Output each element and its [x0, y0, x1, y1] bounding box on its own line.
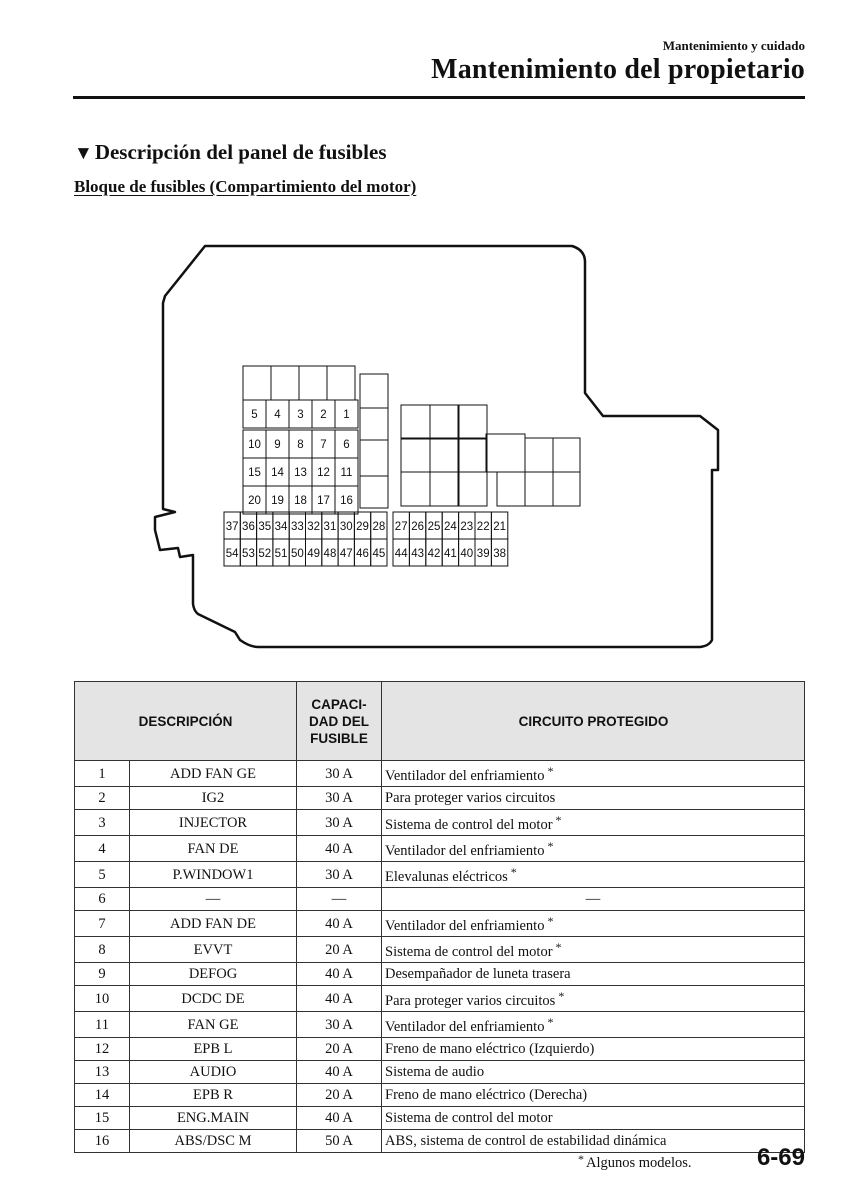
asterisk-mark: * — [547, 764, 554, 778]
table-row — [75, 1130, 805, 1153]
relay-slot — [401, 405, 430, 439]
table-row — [75, 862, 805, 888]
protected-circuit-text: Sistema de control del motor — [385, 1110, 553, 1126]
fuse-capacity: 30 A — [297, 761, 382, 787]
fuse-capacity: 40 A — [297, 1061, 382, 1084]
table-row — [75, 888, 805, 911]
fuse-number-label: 42 — [427, 548, 441, 560]
protected-circuit — [382, 761, 805, 787]
fuse-number-label: 9 — [274, 439, 281, 451]
fuse-description: FAN DE — [130, 836, 297, 862]
relay-slot — [271, 366, 299, 400]
asterisk-mark: * — [555, 940, 562, 954]
fuse-number-label: 30 — [339, 521, 353, 533]
fuse-number-label: 6 — [343, 439, 350, 451]
protected-circuit — [382, 1084, 805, 1107]
relay-slot — [458, 405, 487, 439]
fuse-number-label: 14 — [271, 467, 284, 479]
protected-circuit — [382, 888, 805, 911]
fuse-capacity: 50 A — [297, 1130, 382, 1153]
fuse-number: 4 — [75, 836, 130, 862]
protected-circuit-text: Freno de mano eléctrico (Derecha) — [385, 1087, 588, 1103]
fuse-number-label: 17 — [317, 495, 330, 507]
fuse-description: EVVT — [130, 937, 297, 963]
relay-slot — [430, 472, 459, 506]
fuse-slot-tall — [360, 476, 388, 508]
fuse-number-label: 44 — [394, 548, 408, 560]
table-row — [75, 911, 805, 937]
protected-circuit-text: Sistema de control del motor — [385, 944, 553, 960]
fuse-number-label: 21 — [493, 521, 506, 533]
table-row — [75, 1012, 805, 1038]
protected-circuit — [382, 1130, 805, 1153]
fuse-number-label: 10 — [248, 439, 261, 451]
fuse-number-label: 8 — [297, 439, 304, 451]
header-capacity — [297, 682, 382, 761]
triangle-marker-icon: ▼ — [74, 143, 93, 164]
protected-circuit-text: Ventilador del enfriamiento — [385, 768, 545, 784]
header-circuit: CIRCUITO PROTEGIDO — [382, 682, 805, 761]
relay-slot — [401, 472, 430, 506]
fuse-block-outline — [155, 246, 718, 647]
fuse-number-label: 46 — [356, 548, 369, 560]
protected-circuit-text: — — [585, 891, 601, 907]
fuse-capacity: 30 A — [297, 810, 382, 836]
fuse-number-label: 39 — [476, 548, 490, 560]
relay-slot — [430, 438, 459, 472]
fuse-number-label: 20 — [248, 495, 261, 507]
fuse-number-label: 36 — [242, 521, 255, 533]
protected-circuit-text: ABS, sistema de control de estabilidad dinámica — [385, 1133, 667, 1149]
fuse-number-label: 23 — [460, 521, 474, 533]
fuse-description: ADD FAN GE — [130, 761, 297, 787]
protected-circuit-text: Sistema de audio — [385, 1064, 485, 1080]
fuse-description: ABS/DSC M — [130, 1130, 297, 1153]
fuse-number-label: 27 — [394, 521, 408, 533]
fuse-number-label: 13 — [294, 467, 307, 479]
fuse-number-label: 49 — [307, 548, 321, 560]
relay-slot — [458, 438, 487, 472]
relay-slot — [497, 472, 525, 506]
relay-slot — [553, 472, 580, 506]
relay-slot — [299, 366, 327, 400]
fuse-capacity: 40 A — [297, 963, 382, 986]
protected-circuit — [382, 1061, 805, 1084]
fuse-number-label: 12 — [317, 467, 330, 479]
table-row — [75, 810, 805, 836]
protected-circuit — [382, 787, 805, 810]
header-description: DESCRIPCIÓN — [75, 682, 297, 761]
table-row — [75, 963, 805, 986]
footnote-text: Algunos modelos. — [586, 1155, 692, 1171]
fuse-number: 6 — [75, 888, 130, 911]
fuse-number: 15 — [75, 1107, 130, 1130]
fuse-number-label: 28 — [372, 521, 386, 533]
fuse-number-label: 43 — [411, 548, 424, 560]
fuse-number-label: 31 — [323, 521, 337, 533]
protected-circuit — [382, 810, 805, 836]
table-row — [75, 1061, 805, 1084]
protected-circuit — [382, 1012, 805, 1038]
footnote — [578, 1152, 692, 1172]
fuse-capacity: 30 A — [297, 787, 382, 810]
fuse-number-label: 4 — [274, 409, 281, 421]
table-row — [75, 937, 805, 963]
fuse-number: 13 — [75, 1061, 130, 1084]
fuse-number-label: 33 — [290, 521, 304, 533]
table-row — [75, 787, 805, 810]
protected-circuit — [382, 937, 805, 963]
fuse-number-label: 34 — [274, 521, 288, 533]
asterisk-mark: * — [547, 839, 554, 853]
protected-circuit-text: Sistema de control del motor — [385, 817, 553, 833]
fuse-number: 16 — [75, 1130, 130, 1153]
fuse-number: 5 — [75, 862, 130, 888]
relay-slot — [553, 438, 580, 472]
fuse-number-label: 45 — [372, 548, 386, 560]
protected-circuit-text: Ventilador del enfriamiento — [385, 843, 545, 859]
protected-circuit-text: Elevalunas eléctricos — [385, 869, 508, 885]
fuse-description: IG2 — [130, 787, 297, 810]
protected-circuit-text: Ventilador del enfriamiento — [385, 1019, 545, 1035]
relay-slot — [525, 472, 553, 506]
table-row — [75, 986, 805, 1012]
fuse-description: DCDC DE — [130, 986, 297, 1012]
fuse-number-label: 50 — [290, 548, 304, 560]
section-title-text: Descripción del panel de fusibles — [94, 140, 387, 164]
table-row — [75, 1084, 805, 1107]
fuse-description: ADD FAN DE — [130, 911, 297, 937]
table-row — [75, 1038, 805, 1061]
fuse-number-label: 24 — [444, 521, 457, 533]
relay-slot — [525, 438, 553, 472]
asterisk-mark: * — [547, 914, 554, 928]
fuse-capacity: 40 A — [297, 911, 382, 937]
fuse-number-label: 53 — [242, 548, 255, 560]
fuse-number-label: 37 — [225, 521, 239, 533]
protected-circuit — [382, 986, 805, 1012]
table-row — [75, 1107, 805, 1130]
page-number: 6-69 — [756, 1144, 805, 1171]
fuse-description: DEFOG — [130, 963, 297, 986]
fuse-slot-tall — [360, 440, 388, 476]
fuse-description: EPB L — [130, 1038, 297, 1061]
chapter-title: Mantenimiento y cuidado — [662, 38, 805, 53]
fuse-description: AUDIO — [130, 1061, 297, 1084]
protected-circuit — [382, 862, 805, 888]
fuse-description: — — [130, 888, 297, 911]
fuse-description: FAN GE — [130, 1012, 297, 1038]
fuse-number-label: 52 — [258, 548, 272, 560]
section-subtitle: Bloque de fusibles (Compartimiento del motor) — [74, 177, 417, 196]
fuse-number-label: 54 — [225, 548, 239, 560]
fuse-number-label: 51 — [274, 548, 288, 560]
footnote-asterisk: * — [578, 1152, 584, 1166]
fuse-number: 14 — [75, 1084, 130, 1107]
fuse-capacity: 40 A — [297, 986, 382, 1012]
fuse-number-label: 19 — [271, 495, 284, 507]
protected-circuit — [382, 963, 805, 986]
protected-circuit-text: Para proteger varios circuitos — [385, 993, 556, 1009]
fuse-number: 8 — [75, 937, 130, 963]
fuse-number-label: 15 — [248, 467, 261, 479]
relay-slot — [430, 405, 459, 439]
relay-slot — [327, 366, 355, 400]
fuse-number-label: 1 — [343, 409, 350, 421]
table-header-row — [75, 682, 805, 761]
fuse-slot-tall — [360, 374, 388, 408]
fuse-slot-tall — [360, 408, 388, 440]
fuse-number: 2 — [75, 787, 130, 810]
fuse-number: 7 — [75, 911, 130, 937]
fuse-number-label: 22 — [476, 521, 490, 533]
table-row — [75, 761, 805, 787]
fuse-description: P.WINDOW1 — [130, 862, 297, 888]
fuse-capacity: 30 A — [297, 1012, 382, 1038]
protected-circuit — [382, 836, 805, 862]
header-capacity-line: CAPACI- — [311, 696, 367, 712]
protected-circuit — [382, 911, 805, 937]
fuse-number: 1 — [75, 761, 130, 787]
fuse-capacity: 40 A — [297, 836, 382, 862]
fuse-capacity: 20 A — [297, 1084, 382, 1107]
protected-circuit-text: Ventilador del enfriamiento — [385, 918, 545, 934]
fuse-capacity: 30 A — [297, 862, 382, 888]
asterisk-mark: * — [558, 989, 565, 1003]
fuse-number-label: 29 — [356, 521, 369, 533]
fuse-description: EPB R — [130, 1084, 297, 1107]
fuse-number: 9 — [75, 963, 130, 986]
fuse-number-label: 7 — [320, 439, 327, 451]
fuse-capacity: 20 A — [297, 1038, 382, 1061]
fuse-table — [74, 681, 805, 1153]
fuse-number-label: 16 — [340, 495, 353, 507]
fuse-number-label: 47 — [339, 548, 353, 560]
header-capacity-line: DAD DEL — [309, 713, 369, 729]
relay-slot — [458, 472, 487, 506]
fuse-number: 10 — [75, 986, 130, 1012]
protected-circuit-text: Freno de mano eléctrico (Izquierdo) — [385, 1041, 595, 1057]
protected-circuit — [382, 1038, 805, 1061]
fuse-number-label: 3 — [297, 409, 304, 421]
fuse-number-label: 5 — [251, 409, 258, 421]
table-row — [75, 836, 805, 862]
asterisk-mark: * — [547, 1015, 554, 1029]
fuse-number: 12 — [75, 1038, 130, 1061]
header-capacity-line: FUSIBLE — [310, 730, 368, 746]
fuse-capacity: — — [297, 888, 382, 911]
asterisk-mark: * — [510, 865, 517, 879]
fuse-number-label: 26 — [411, 521, 424, 533]
fuse-number-label: 48 — [323, 548, 337, 560]
fuse-number-label: 25 — [427, 521, 441, 533]
page-title: Mantenimiento del propietario — [431, 54, 805, 85]
relay-slot — [243, 366, 271, 400]
fuse-number-label: 18 — [294, 495, 307, 507]
protected-circuit-text: Desempañador de luneta trasera — [385, 966, 571, 982]
relay-slot — [486, 434, 525, 472]
asterisk-mark: * — [555, 813, 562, 827]
fuse-capacity: 40 A — [297, 1107, 382, 1130]
fuse-capacity: 20 A — [297, 937, 382, 963]
fuse-number-label: 32 — [307, 521, 321, 533]
fuse-number-label: 40 — [460, 548, 474, 560]
fuse-number-label: 41 — [444, 548, 457, 560]
fuse-number-label: 35 — [258, 521, 272, 533]
fuse-description: INJECTOR — [130, 810, 297, 836]
fuse-number-label: 11 — [340, 467, 353, 479]
fuse-number-label: 2 — [320, 409, 327, 421]
fuse-number: 3 — [75, 810, 130, 836]
fuse-number: 11 — [75, 1012, 130, 1038]
protected-circuit — [382, 1107, 805, 1130]
fuse-description: ENG.MAIN — [130, 1107, 297, 1130]
relay-slot — [401, 438, 430, 472]
fuse-table-body — [75, 761, 805, 1153]
fuse-number-label: 38 — [493, 548, 506, 560]
protected-circuit-text: Para proteger varios circuitos — [385, 790, 556, 806]
